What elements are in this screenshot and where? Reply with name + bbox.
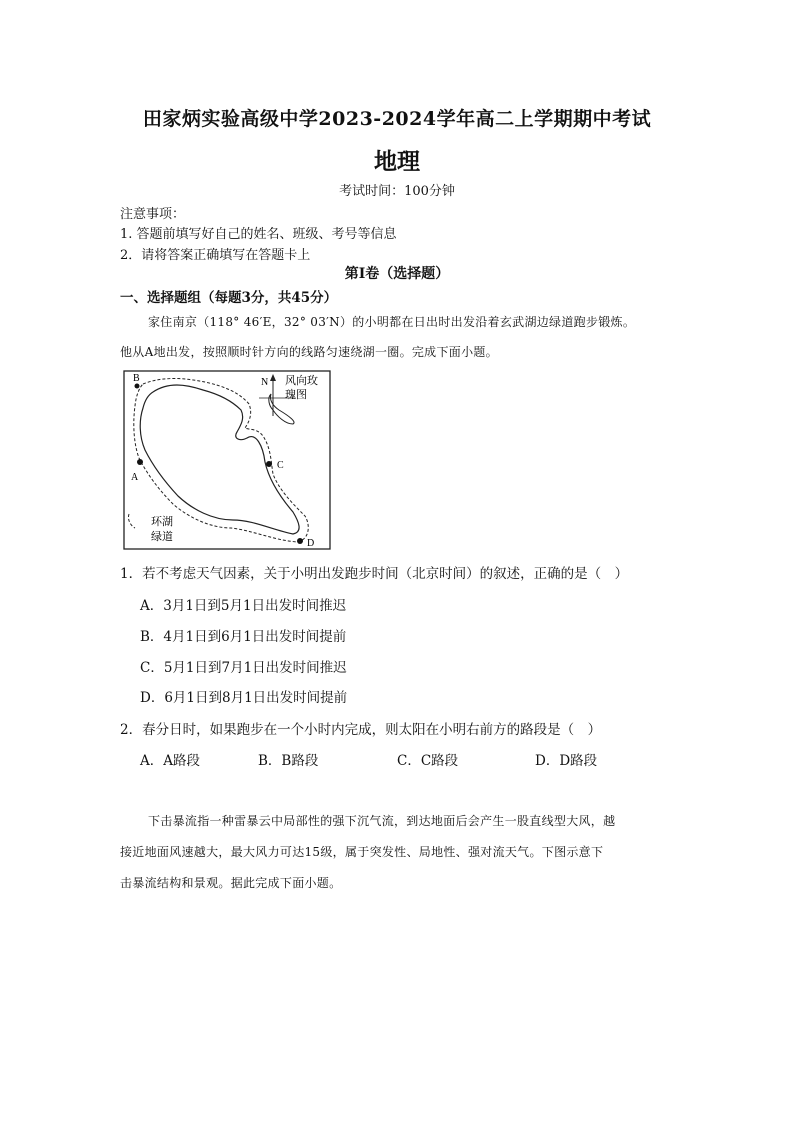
legend-label-2: 绿道	[151, 530, 173, 543]
exam-title: 田家炳实验高级中学2023-2024学年高二上学期期中考试	[142, 108, 652, 130]
point-a-label: A	[131, 472, 139, 483]
question-1-option-a[interactable]: A．3月1日到5月1日出发时间推迟	[140, 598, 347, 614]
passage1-line1: 家住南京（118° 46′E，32° 03′N）的小明都在日出时出发沿着玄武湖边绿道跑步锻炼。	[148, 315, 636, 329]
subject-title: 地理	[374, 148, 420, 175]
north-label: N	[261, 377, 269, 388]
question-1-option-b[interactable]: B．4月1日到6月1日出发时间提前	[140, 629, 347, 645]
lake-map-figure	[123, 370, 331, 550]
question-1-option-c[interactable]: C．5月1日到7月1日出发时间推迟	[140, 660, 347, 676]
point-b-marker	[135, 384, 140, 389]
passage2-line1: 下击暴流指一种雷暴云中局部性的强下沉气流，到达地面后会产生一股直线型大风，越	[148, 814, 616, 828]
point-c-label: C	[277, 460, 284, 471]
wind-rose-label-1: 风向玫	[285, 374, 318, 387]
point-b-label: B	[133, 373, 140, 384]
question-group-title: 一、选择题组（每题3分，共45分）	[120, 290, 338, 306]
question-2-option-a[interactable]: A．A路段	[140, 753, 200, 769]
passage2-line2: 接近地面风速越大，最大风力可达15级，属于突发性、局地性、强对流天气。下图示意下	[120, 845, 604, 859]
question-1-option-d[interactable]: D．6月1日到8月1日出发时间提前	[140, 690, 348, 706]
point-d-label: D	[307, 538, 315, 549]
notes-heading: 注意事项：	[120, 207, 186, 222]
question-1-stem: 1．若不考虑天气因素，关于小明出发跑步时间（北京时间）的叙述，正确的是（ ）	[120, 566, 629, 582]
question-2-option-d[interactable]: D．D路段	[535, 753, 598, 769]
question-2-option-b[interactable]: B．B路段	[258, 753, 319, 769]
exam-time: 考试时间：100分钟	[339, 184, 455, 199]
question-2-option-c[interactable]: C．C路段	[397, 753, 459, 769]
point-a-marker	[137, 459, 143, 465]
section-title: 第Ⅰ卷（选择题）	[344, 266, 450, 282]
note-item-1: 1. 答题前填写好自己的姓名、班级、考号等信息	[120, 227, 397, 242]
wind-rose-label-2: 瑰图	[285, 388, 307, 401]
note-item-2: 2．请将答案正确填写在答题卡上	[120, 248, 311, 263]
point-c-marker	[266, 461, 272, 467]
passage1-line2: 他从A地出发，按照顺时针方向的线路匀速绕湖一圈。完成下面小题。	[120, 345, 498, 359]
passage2-line3: 击暴流结构和景观。据此完成下面小题。	[120, 876, 342, 890]
point-d-marker	[297, 538, 303, 544]
question-2-stem: 2．春分日时，如果跑步在一个小时内完成，则太阳在小明右前方的路段是（ ）	[120, 722, 602, 738]
legend-label-1: 环湖	[151, 515, 173, 528]
